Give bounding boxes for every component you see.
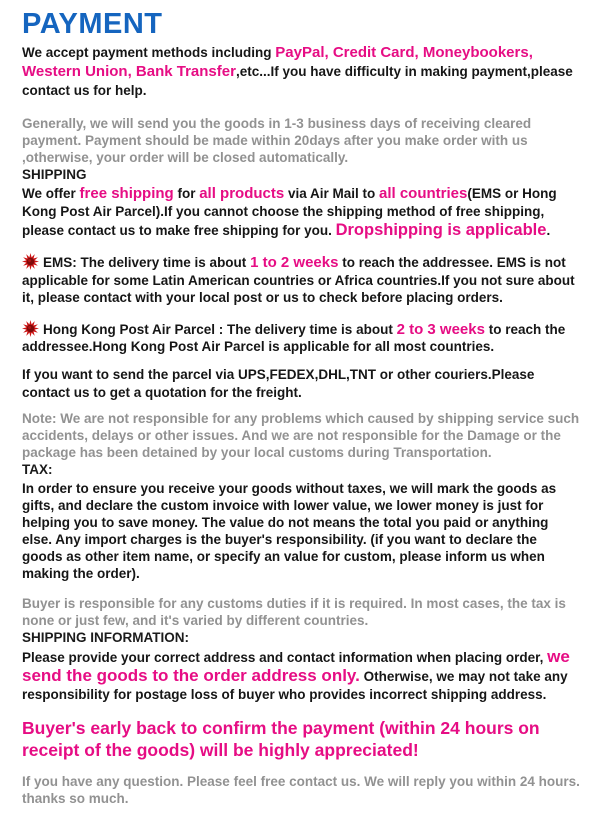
shipinfo-lead: Please provide your correct address and contact information when placing order, (22, 649, 548, 665)
feedback-request-paragraph: Buyer's early back to confirm the payment (within 24 hours on receipt of the goods) will be highly appreciated! (22, 717, 540, 760)
ems-delivery-time: 1 to 2 weeks (250, 254, 339, 271)
offer-seg: via Air Mail to (284, 186, 379, 201)
offer-seg: (EMS or Hong Kong Post Air Parcel).If you cannot choose the shipping method of free shipping, please contact us to make free shipping for you. (22, 186, 557, 238)
tax-customs-note: Buyer is responsible for any customs duties if it is required. In most cases, the tax is none or just few, and it's varied by different countries. (22, 595, 566, 628)
payment-intro-lead: We accept payment methods including (22, 45, 276, 60)
hk-post-paragraph (22, 320, 580, 356)
shipping-heading: SHIPPING (22, 167, 87, 182)
ems-paragraph (22, 253, 580, 307)
ems-lead: EMS: The delivery time is about (43, 255, 251, 270)
hk-post-tail: to reach the addressee.Hong Kong Post Air Parcel is applicable for all most countries. (22, 321, 566, 354)
payment-methods-list: PayPal, Credit Card, Moneybookers, Western Union, Bank Transfer (22, 44, 533, 80)
payment-methods-paragraph (22, 43, 580, 100)
all-countries-highlight: all countries (379, 185, 468, 202)
tax-paragraph: In order to ensure you receive your goods without taxes, we will mark the goods as gifts, and declare the custom invoice with lower value, we lower money is just for helping you to save money. The value do not means the total you paid or anything else. Any import charges is the buyer's responsibility. (if you want to declare the goods as other item name, or specify an value for custom, please inform us when making the order). (22, 480, 557, 581)
hk-post-lead: Hong Kong Post Air Parcel : The delivery time is about (43, 321, 397, 337)
payment-intro-tail: ,etc...If you have difficulty in making payment,please contact us for help. (22, 64, 573, 98)
order-address-only-highlight: we send the goods to the order address only. (22, 646, 570, 685)
shipping-disclaimer-note: Note: We are not responsible for any problems which caused by shipping service such accidents, delays or other issues. And we are not responsible for the Damage or the package has been detained by your local customs during Transportation. (22, 410, 580, 460)
shipinfo-tail: Otherwise, we may not take any responsibility for postage loss of buyer who provides incorrect shipping address. (22, 668, 568, 702)
contact-note: If you have any question. Please feel free contact us. We will reply you within 24 hours. thanks so much. (22, 773, 580, 806)
payment-processing-note: Generally, we will send you the goods in 1-3 business days of receiving cleared payment. Payment should be made within 20days after you make order with us ,otherwise, your order will be closed automatically. (22, 116, 532, 165)
shipping-offer-paragraph (22, 185, 580, 240)
starburst-icon (22, 320, 39, 337)
dropshipping-highlight: Dropshipping is applicable (335, 221, 547, 239)
free-shipping-highlight: free shipping (79, 185, 174, 202)
shipping-information-paragraph (22, 648, 580, 704)
payment-title: PAYMENT (22, 8, 163, 40)
starburst-icon (22, 253, 39, 270)
all-products-highlight: all products (199, 185, 285, 202)
tax-heading: TAX: (22, 461, 53, 477)
offer-seg: We offer (22, 186, 80, 201)
hk-post-delivery-time: 2 to 3 weeks (396, 320, 485, 338)
ems-tail: to reach the addressee. EMS is not applicable for some Latin American countries or Africa countries.If you not sure about it, please contact with your local post or us to check before placing orders. (22, 255, 575, 305)
shipping-information-heading: SHIPPING INFORMATION: (22, 629, 189, 645)
couriers-paragraph: If you want to send the parcel via UPS,FEDEX,DHL,TNT or other couriers.Please contact us to get a quotation for the freight. (22, 366, 535, 400)
offer-seg: . (546, 223, 551, 238)
offer-seg: for (173, 186, 200, 201)
